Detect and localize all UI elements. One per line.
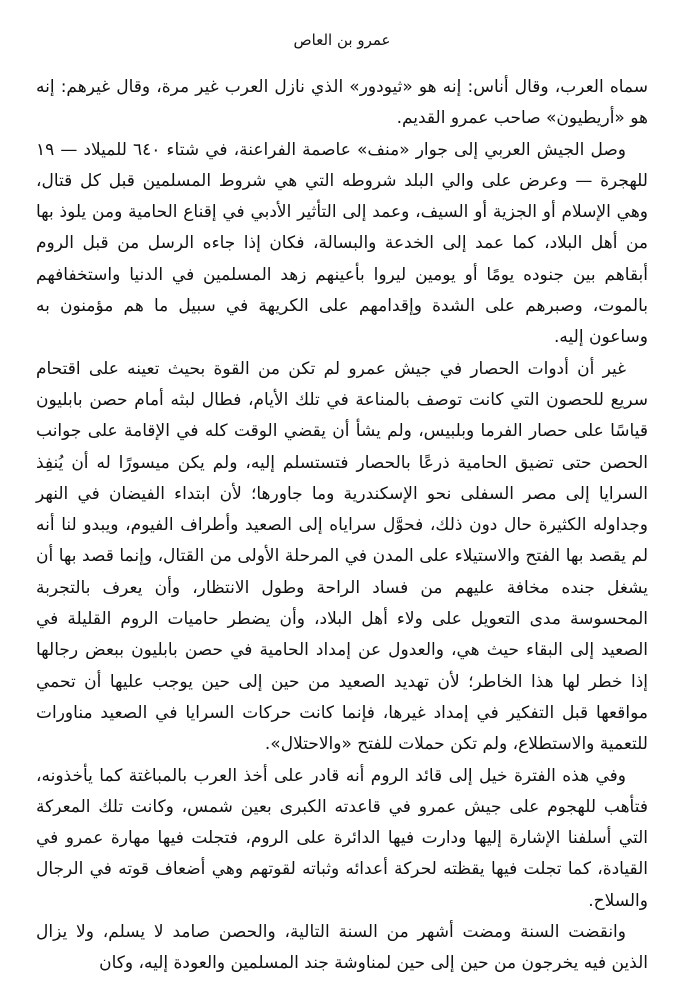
paragraph-continuation: سماه العرب، وقال أناس: إنه هو «ثيودور» الذي نازل العرب غير مرة، وقال غيرهم: إنه هو «أريطيون» صاحب عمرو القديم. [36,77,648,129]
paragraph: غير أن أدوات الحصار في جيش عمرو لم تكن من القوة بحيث تعينه على اقتحام سريع للحصون التي كانت توصف بالمناعة في تلك الأيام، فطال لبثه أمام حصن بابليون قياسًا على حصار الفرما وبلبيس، ولم يشأ أن يقضي الوقت كله في الإقامة على جوانب الحصن حتى تضيق الحامية ذرعًا بالحصار فتستسلم إليه، ولم يكن ميسورًا له أن يُنفِذ السرايا إلى مصر السفلى نحو الإسكندرية وما جاورها؛ لأن ابتداء الفيضان في النهر وجداوله الكثيرة حال دون ذلك، فحوَّل سراياه إلى الصعيد وأطراف الفيوم، ويبدو لنا أنه لم يقصد بها الفتح والاستيلاء على المدن في المرحلة الأولى من القتال، وإنما قصد بها أن يشغل جنده مخافة عليهم من فساد الراحة وطول الانتظار، وأن يعرف بالتجربة المحسوسة مدى التعويل على ولاء أهل البلاد، وأن يضطر حاميات الروم القليلة في الصعيد إلى البقاء حيث هي، والعدول عن إمداد الحامية في حصن بابليون ببعض رجالها إذا خطر لها هذا الخاطر؛ لأن تهديد الصعيد من حين إلى حين يوجب عليها أن تحمي مواقعها قبل التفكير في إمداد غيرها، فإنما كانت حركات السرايا في الصعيد مناورات للتعمية والاستطلاع، ولم تكن حملات للفتح «والاحتلال». [36,358,648,755]
page-running-header: عمرو بن العاص [293,31,391,49]
paragraph: وفي هذه الفترة خيل إلى قائد الروم أنه قادر على أخذ العرب بالمباغتة كما يأخذونه، فتأهب للهجوم على جيش عمرو في قاعدته الكبرى بعين شمس، وكانت تلك المعركة التي أسلفنا الإشارة إليها ودارت فيها الدائرة على الروم، فتجلت فيها مهارة عمرو في القيادة، كما تجلت فيها يقظته لحركة أعدائه وثباته لقوتهم وهي أضعاف قوته في الرجال والسلاح. [36,765,648,911]
paragraph: وانقضت السنة ومضت أشهر من السنة التالية، والحصن صامد لا يسلم، ولا يزال الذين فيه يخرجون من حين إلى حين لمناوشة جند المسلمين والعودة إليه، وكان [36,922,648,974]
paragraph: وصل الجيش العربي إلى جوار «منف» عاصمة الفراعنة، في شتاء ٦٤٠ للميلاد — ١٩ للهجرة — وعرض على والي البلد شروطه التي هي شروط المسلمين قبل كل قتال، وهي الإسلام أو الجزية أو السيف، وعمد إلى التأثير الأدبي في إقناع الحامية ومن يلوذ بها من أهل البلاد، كما عمد إلى الخدعة والبسالة، فكان إذا جاءه الرسل من قبل الروم أبقاهم بين جنوده يومًا أو يومين ليروا بأعينهم زهد المسلمين في الدنيا واستخفافهم بالموت، وصبرهم على الشدة وإقدامهم على الكريهة في سبيل ما هم مؤمنون به وساعون إليه. [36,139,648,348]
document-body [36,72,648,980]
